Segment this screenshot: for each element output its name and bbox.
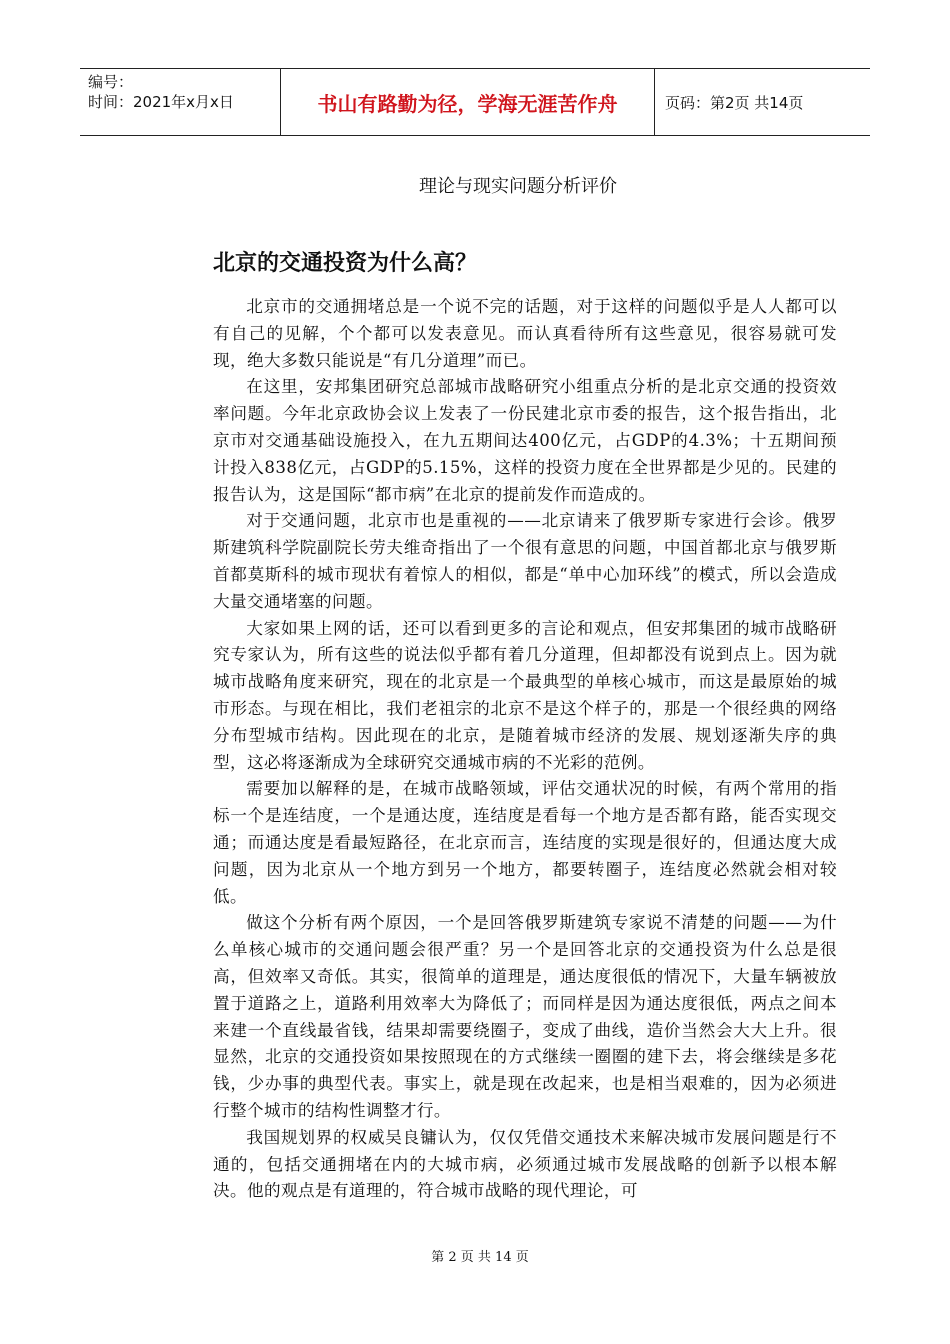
page-footer: 第 2 页 共 14 页: [431, 1250, 529, 1265]
header-page-info: 页码：第2页 共14页: [665, 93, 804, 112]
paragraph: 对于交通问题，北京市也是重视的——北京请来了俄罗斯专家进行会诊。俄罗斯建筑科学院副院长劳夫维奇指出了一个很有意思的问题，中国首都北京与俄罗斯首都莫斯科的城市现状有着惊人的相似，都是“单中心加环线”的模式，所以会造成大量交通堵塞的问题。: [213, 511, 837, 611]
number-label: 编号：: [88, 73, 134, 91]
date-label: 时间：2021年x月x日: [88, 93, 234, 111]
header-meta: [80, 69, 281, 135]
paragraph: 大家如果上网的话，还可以看到更多的言论和观点，但安邦集团的城市战略研究专家认为，所有这些的说法似乎都有着几分道理，但却都没有说到点上。因为就城市战略角度来研究，现在的北京是一个最典型的单核心城市，而这是最原始的城市形态。与现在相比，我们老祖宗的北京不是这个样子的，那是一个很经典的网络分布型城市结构。因此现在的北京，是随着城市经济的发展、规划逐渐失序的典型，这必将逐渐成为全球研究交通城市病的不光彩的范例。: [213, 618, 837, 772]
header-table: [80, 68, 870, 136]
document-title: 理论与现实问题分析评价: [419, 176, 617, 197]
paragraph: 我国规划界的权威吴良镛认为，仅仅凭借交通技术来解决城市发展问题是行不通的，包括交通拥堵在内的大城市病，必须通过城市发展战略的创新予以根本解决。他的观点是有道理的，符合城市战略的现代理论，可: [213, 1127, 837, 1201]
paragraph: 在这里，安邦集团研究总部城市战略研究小组重点分析的是北京交通的投资效率问题。今年北京政协会议上发表了一份民建北京市委的报告，这个报告指出，北京市对交通基础设施投入，在九五期间达400亿元，占GDP的4.3%；十五期间预计投入838亿元，占GDP的5.15%，这样的投资力度在全世界都是少见的。民建的报告认为，这是国际“都市病”在北京的提前发作而造成的。: [213, 377, 837, 504]
paragraph: 需要加以解释的是，在城市战略领域，评估交通状况的时候，有两个常用的指标一个是连结度，一个是通达度，连结度是看每一个地方是否都有路，能否实现交通；而通达度是看最短路径，在北京而言，连结度的实现是很好的，但通达度大成问题，因为北京从一个地方到另一个地方，都要转圈子，连结度必然就会相对较低。: [213, 779, 837, 906]
paragraph: 北京市的交通拥堵总是一个说不完的话题，对于这样的问题似乎是人人都可以有自己的见解，个个都可以发表意见。而认真看待所有这些意见，很容易就可发现，绝大多数只能说是“有几分道理”而已。: [213, 297, 837, 370]
header-motto: 书山有路勤为径，学海无涯苦作舟: [281, 69, 655, 135]
paragraph: 做这个分析有两个原因，一个是回答俄罗斯建筑专家说不清楚的问题——为什么单核心城市的交通问题会很严重？另一个是回答北京的交通投资为什么总是很高，但效率又奇低。其实，很简单的道理是，通达度很低的情况下，大量车辆被放置于道路之上，道路利用效率大为降低了；而同样是因为通达度很低，两点之间本来建一个直线最省钱，结果却需要绕圈子，变成了曲线，造价当然会大大上升。很显然，北京的交通投资如果按照现在的方式继续一圈圈的建下去，将会继续是多花钱，少办事的典型代表。事实上，就是现在改起来，也是相当艰难的，因为必须进行整个城市的结构性调整才行。: [213, 913, 837, 1120]
article-heading: 北京的交通投资为什么高？: [213, 251, 478, 276]
article-body: [213, 294, 837, 1205]
